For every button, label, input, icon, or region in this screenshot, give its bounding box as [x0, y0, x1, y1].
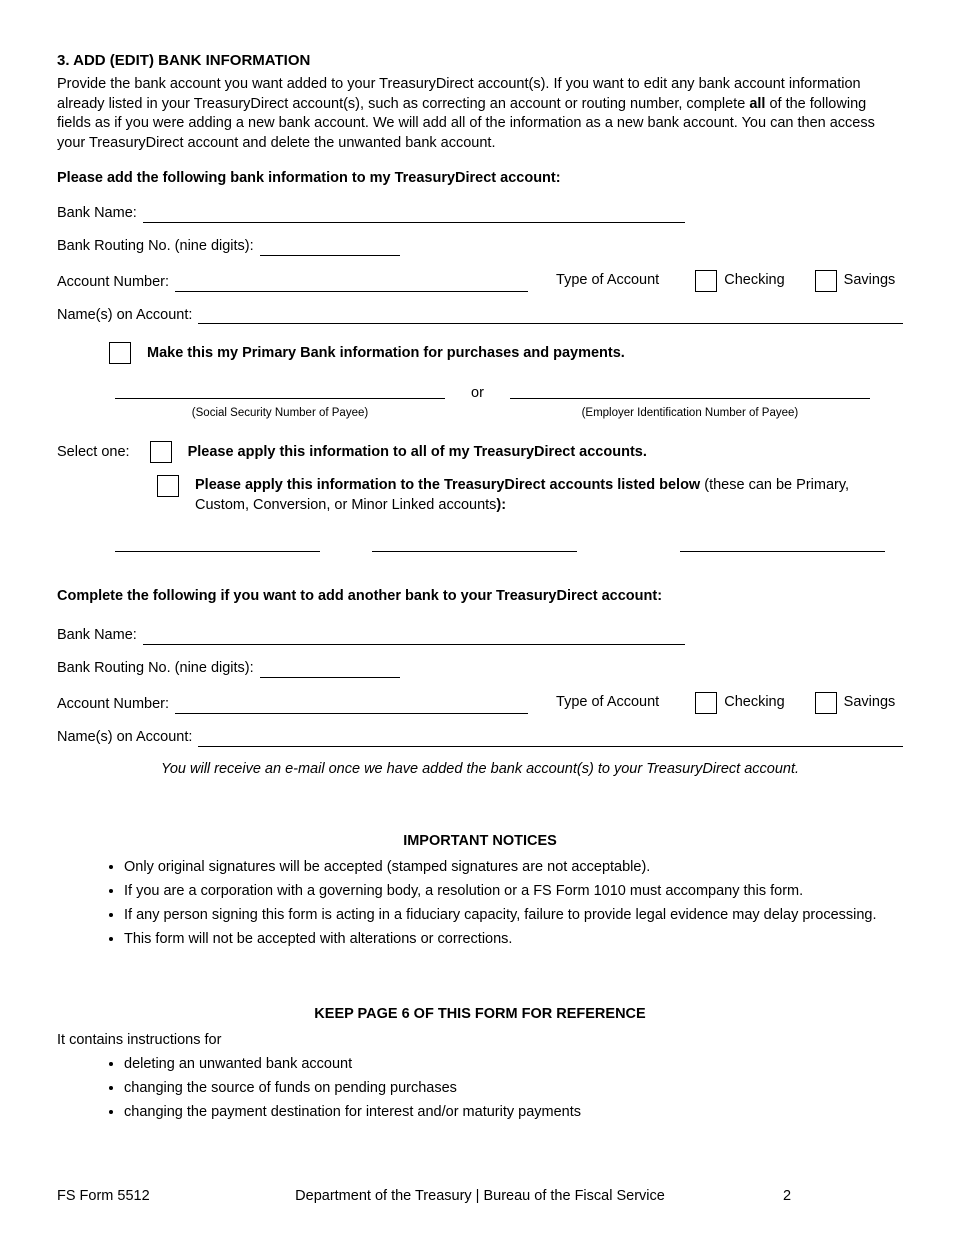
- account-blank-1[interactable]: [115, 538, 320, 553]
- routing-label-1: Bank Routing No. (nine digits):: [57, 237, 254, 254]
- keep-page-list: [107, 1054, 903, 1123]
- savings-label-2: Savings: [843, 694, 896, 711]
- checking-label-1: Checking: [724, 272, 785, 289]
- ein-column: [510, 384, 870, 419]
- section-title: 3. ADD (EDIT) BANK INFORMATION: [57, 52, 311, 69]
- ssn-caption: (Social Security Number of Payee): [191, 406, 369, 419]
- bank-name-label-2: Bank Name:: [57, 627, 137, 643]
- intro-text-bold: all: [749, 95, 766, 112]
- savings-checkbox-2[interactable]: [815, 692, 837, 714]
- ssn-column: [115, 384, 445, 419]
- names-on-account-label-1: Name(s) on Account:: [57, 306, 193, 323]
- account-number-field-2[interactable]: [175, 699, 528, 714]
- intro-text-1: Provide the bank account you want added to your TreasuryDirect account(s). If you want to edit any bank account information already listed in your TreasuryDirect account(s), such as correcting an account or routing number, complete: [57, 76, 861, 112]
- notice-item: • If you are a corporation with a governing body, a resolution or a FS Form 1010 must accompany this form.: [124, 881, 903, 901]
- account-list-blanks: [115, 538, 903, 553]
- apply-listed-text-bold-end: ):: [496, 497, 507, 514]
- routing-field-1[interactable]: [260, 241, 400, 256]
- important-notices-list: [107, 857, 903, 950]
- apply-listed-row: [157, 475, 903, 516]
- keep-page-section: [57, 1006, 903, 1123]
- footer-agency: Department of the Treasury | Bureau of the Fiscal Service: [295, 1188, 665, 1204]
- names-on-account-field-2[interactable]: [198, 732, 903, 747]
- important-notices-section: [57, 833, 903, 950]
- section2-heading: Complete the following if you want to add another bank to your TreasuryDirect account:: [57, 588, 663, 604]
- names-on-account-row-2: [57, 728, 903, 747]
- apply-all-label: Please apply this information to all of my TreasuryDirect accounts.: [187, 443, 647, 460]
- keep-page-item: • deleting an unwanted bank account: [124, 1054, 903, 1074]
- names-on-account-label-2: Name(s) on Account:: [57, 728, 193, 745]
- ein-field[interactable]: [510, 384, 870, 399]
- page-number: 2: [783, 1188, 792, 1204]
- primary-bank-row: [109, 342, 903, 364]
- account-number-field-1[interactable]: [175, 277, 528, 292]
- account-number-row-1: [57, 270, 903, 292]
- form-number: FS Form 5512: [57, 1188, 150, 1204]
- type-of-account-group-2: [556, 692, 895, 714]
- names-on-account-row-1: [57, 306, 903, 325]
- type-of-account-label-2: Type of Account: [556, 694, 660, 711]
- routing-field-2[interactable]: [260, 663, 400, 678]
- routing-row-2: [57, 659, 903, 678]
- intro-paragraph: [57, 75, 903, 154]
- primary-bank-checkbox[interactable]: [109, 342, 131, 364]
- intro-text-2: of the following fields as if you were adding a new bank account. We will add all of the information as a new bank account. You can then access your TreasuryDirect account and delete the unwanted bank account.: [57, 95, 875, 152]
- bank-name-row-2: [57, 626, 903, 645]
- bank-name-field-2[interactable]: [143, 630, 685, 645]
- type-of-account-group-1: [556, 270, 895, 292]
- apply-all-row: [57, 441, 903, 463]
- keep-page-item: • changing the source of funds on pending purchases: [124, 1078, 903, 1098]
- primary-bank-label: Make this my Primary Bank information for purchases and payments.: [147, 345, 625, 362]
- apply-listed-checkbox[interactable]: [157, 475, 179, 497]
- routing-label-2: Bank Routing No. (nine digits):: [57, 659, 254, 676]
- or-label: or: [471, 385, 484, 402]
- notice-item: • If any person signing this form is acting in a fiduciary capacity, failure to provide legal evidence may delay processing.: [124, 905, 903, 925]
- bank-name-row-1: [57, 204, 903, 223]
- account-number-row-2: [57, 692, 903, 714]
- account-number-label-1: Account Number:: [57, 273, 170, 290]
- account-blank-3[interactable]: [680, 538, 885, 553]
- apply-listed-label: [195, 475, 903, 516]
- routing-row-1: [57, 237, 903, 256]
- type-of-account-label-1: Type of Account: [556, 272, 660, 289]
- section1-heading: Please add the following bank information to my TreasuryDirect account:: [57, 169, 561, 186]
- ssn-field[interactable]: [115, 384, 445, 399]
- page-footer: [0, 1188, 960, 1208]
- names-on-account-field-1[interactable]: [198, 310, 903, 325]
- notice-item: • Only original signatures will be accepted (stamped signatures are not acceptable).: [124, 857, 903, 877]
- savings-label-1: Savings: [843, 272, 896, 289]
- notice-item: • This form will not be accepted with alterations or corrections.: [124, 929, 903, 949]
- apply-listed-text-normal: (these can be Primary, Custom, Conversion, or Minor Linked accounts: [195, 476, 850, 514]
- select-one-block: [57, 441, 903, 552]
- checking-label-2: Checking: [724, 694, 785, 711]
- account-number-label-2: Account Number:: [57, 695, 170, 712]
- account-blank-2[interactable]: [372, 538, 577, 553]
- payee-id-row: [115, 384, 903, 419]
- select-one-label: Select one:: [57, 443, 130, 460]
- checking-checkbox-1[interactable]: [695, 270, 717, 292]
- checking-checkbox-2[interactable]: [695, 692, 717, 714]
- ein-caption: (Employer Identification Number of Payee): [581, 406, 799, 419]
- apply-all-checkbox[interactable]: [150, 441, 172, 463]
- apply-listed-text-bold: Please apply this information to the TreasuryDirect accounts listed below: [195, 476, 705, 493]
- email-confirmation-note: You will receive an e-mail once we have added the bank account(s) to your TreasuryDirect account.: [160, 760, 800, 777]
- keep-page-item: • changing the payment destination for interest and/or maturity payments: [124, 1102, 903, 1122]
- keep-page-title: KEEP PAGE 6 OF THIS FORM FOR REFERENCE: [314, 1005, 646, 1022]
- bank-name-label-1: Bank Name:: [57, 204, 137, 221]
- bank-name-field-1[interactable]: [143, 208, 685, 223]
- keep-page-intro: It contains instructions for: [57, 1031, 222, 1048]
- important-notices-title: IMPORTANT NOTICES: [403, 832, 557, 849]
- savings-checkbox-1[interactable]: [815, 270, 837, 292]
